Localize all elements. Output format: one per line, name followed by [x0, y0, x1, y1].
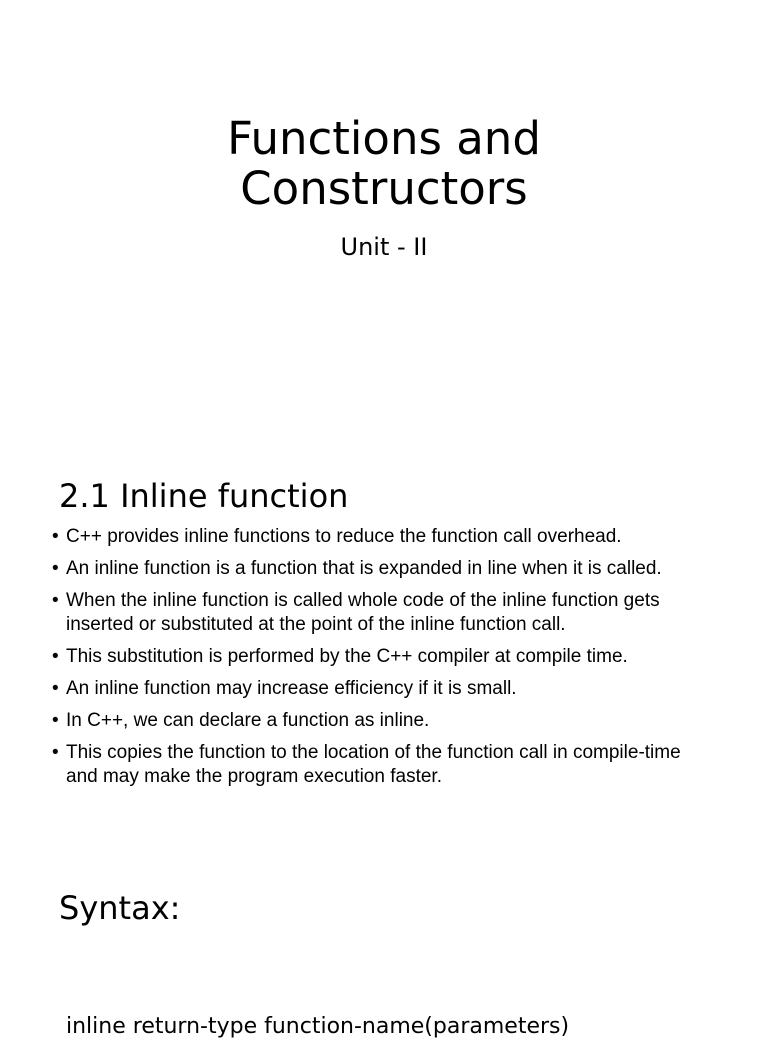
syntax-code-line: inline return-type function-name(parameters)	[66, 1014, 570, 1039]
bullet-dot: •	[52, 678, 59, 699]
bullet-text: When the inline function is called whole code of the inline function gets inserted or substituted at the point of the inline function call.	[66, 590, 660, 635]
bullet-item	[52, 645, 712, 669]
bullet-text: This copies the function to the location of the function call in compile-time and may make the program execution faster.	[66, 742, 681, 787]
bullet-dot: •	[52, 558, 59, 579]
bullet-dot: •	[52, 710, 59, 731]
slide-title-line-2: Constructors	[240, 162, 528, 215]
bullet-item	[52, 589, 712, 637]
bullet-text: An inline function is a function that is expanded in line when it is called.	[66, 558, 662, 579]
bullet-item	[52, 677, 712, 701]
bullet-item	[52, 741, 712, 789]
slide-subtitle: Unit - II	[340, 233, 428, 261]
bullet-item	[52, 525, 712, 549]
bullet-dot: •	[52, 590, 59, 611]
bullet-dot: •	[52, 526, 59, 547]
bullet-item	[52, 709, 712, 733]
bullet-text: C++ provides inline functions to reduce the function call overhead.	[66, 526, 622, 547]
slide-title-line-1: Functions and	[227, 112, 541, 165]
slide-title	[0, 114, 768, 214]
bullet-dot: •	[52, 646, 59, 667]
bullet-text: In C++, we can declare a function as inline.	[66, 710, 430, 731]
bullet-list	[52, 525, 712, 797]
section-heading: 2.1 Inline function	[59, 477, 349, 515]
syntax-heading: Syntax:	[59, 889, 181, 927]
bullet-item	[52, 557, 712, 581]
bullet-text: This substitution is performed by the C++ compiler at compile time.	[66, 646, 628, 667]
bullet-text: An inline function may increase efficiency if it is small.	[66, 678, 517, 699]
bullet-dot: •	[52, 742, 59, 763]
